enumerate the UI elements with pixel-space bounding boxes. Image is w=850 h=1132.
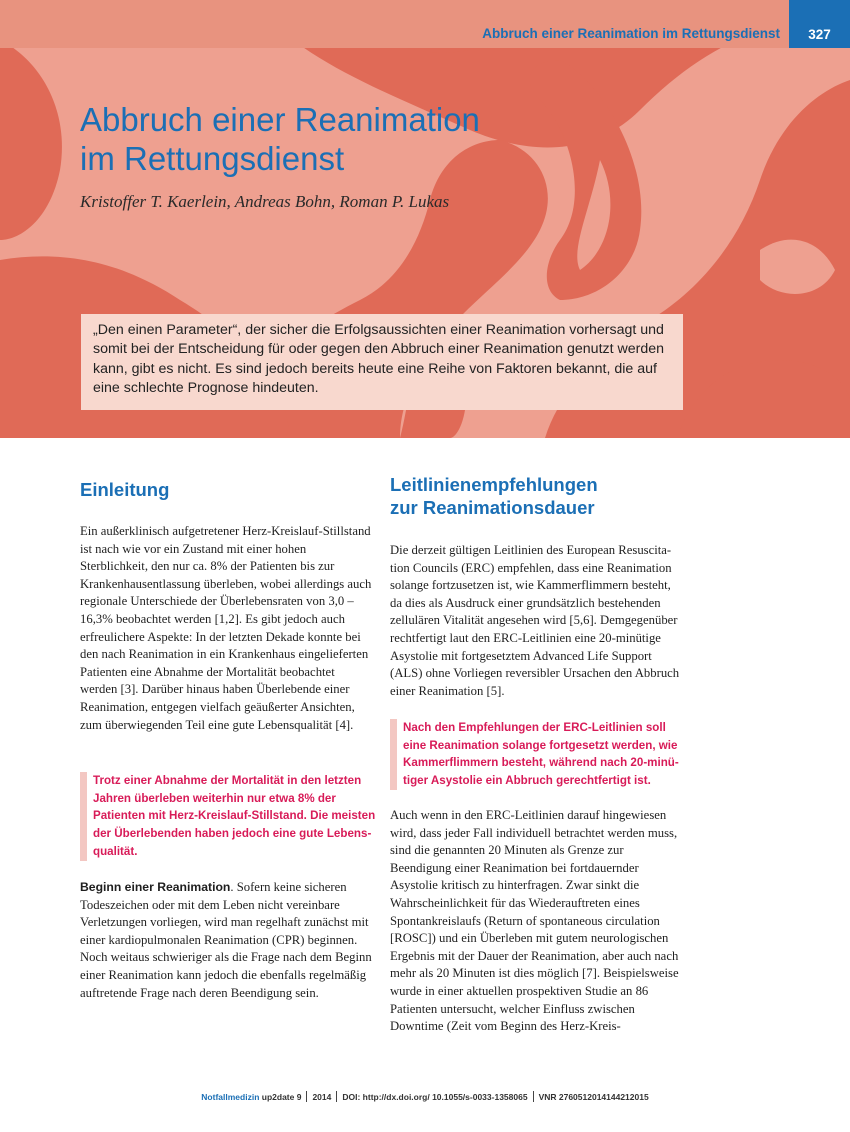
left-paragraph-2-container: [80, 879, 372, 1002]
callout-text: Nach den Empfehlungen der ERC-Leitlinien soll eine Reanimation solange fortgesetzt werden, wie Kammerflimmern besteht, während nach 20-minütiger Asystolie ein Abbruch gerechtfertigt ist.: [403, 721, 679, 788]
section-heading-einleitung: Einleitung: [80, 479, 170, 500]
footer-doi: DOI: http://dx.doi.org/ 10.1055/s-0033-1358065: [342, 1092, 528, 1102]
heading-line-1: Leitlinienempfehlungen: [390, 474, 598, 495]
abstract-box: [81, 314, 683, 410]
article-title: [80, 100, 680, 178]
run-in-heading: Beginn einer Reanimation: [80, 880, 231, 894]
hero-banner: [0, 0, 850, 438]
body-paragraph: Auch wenn in den ERC-Leitlinien darauf hingewiesen wird, dass jeder Fall individuell betrachtet werden muss, sind die genannten 20 Minuten als Grenze zur Beendigung einer Reanimation bei fortdauernder Asystolie kritisch zu hinterfragen. Zwar sinkt die Wahrscheinlichkeit für das Wiederauftreten eines Spontankreislaufs (Return of spontaneous circulation [ROSC]) und ein Überleben mit gutem neurologischen Ergebnis mit der Dauer der Reanimation, aber auch nach mehr als 20 Minuten ist dies möglich [7]. Beispielsweise wurde in einer aktuellen prospektiven Studie an 86 Patienten untersucht, welcher Einfluss zwischen Downtime (Zeit vom Beginn des Herz-Kreis-: [390, 808, 679, 1034]
footer-issue: up2date 9: [261, 1092, 302, 1102]
footer-separator: [533, 1091, 534, 1102]
abstract-text: „Den einen Parameter“, der sicher die Erfolgsaussichten einer Reanimation vorhersagt und somit bei der Entscheidung für oder gegen den Abbruch einer Reanimation genutzt werden kann, gibt es nicht. Es sind jedoch bereits heute eine Reihe von Faktoren bekannt, die auf eine schlechte Prognose hindeuten.: [93, 322, 665, 397]
footer-journal: Notfallmedizin: [201, 1092, 260, 1102]
right-paragraph-1-container: [390, 542, 682, 700]
right-column: [390, 473, 682, 519]
title-line-2: im Rettungsdienst: [80, 140, 345, 177]
left-column: [80, 478, 372, 501]
heading-line-2: zur Reanimationsdauer: [390, 497, 595, 518]
title-line-1: Abbruch einer Reanimation: [80, 101, 480, 138]
callout-text: Trotz einer Abnahme der Mortalität in den letzten Jahren überleben weiterhin nur etwa 8% der Patienten mit Herz-Kreislauf-Stillstand. Die meisten der Überlebenden haben jedoch eine gute Lebensqualität.: [93, 774, 376, 858]
body-text-span: . Sofern keine sicheren Todeszeichen oder mit dem Leben nicht vereinbare Verletzungen vorliegen, wird man regelhaft zunächst mit einer kardiopulmonalen Reanimation (CPR) beginnen. Noch weitaus schwieriger als die Frage nach dem Beginn einer Reanimation kann jedoch die ebenfalls regelmäßig auftretende Frage nach deren Beendigung sein.: [80, 880, 372, 1000]
right-paragraph-2-container: [390, 807, 682, 1036]
footer-separator: [306, 1091, 307, 1102]
section-heading-leitlinien: [390, 473, 682, 519]
footer-separator: [336, 1091, 337, 1102]
author-list: Kristoffer T. Kaerlein, Andreas Bohn, Roman P. Lukas: [80, 192, 450, 211]
callout-box-right: [390, 719, 686, 790]
body-paragraph: [80, 879, 372, 1002]
footer-year: 2014: [312, 1092, 332, 1102]
left-paragraph-1-container: [80, 523, 372, 734]
header-bar: [0, 0, 850, 48]
running-title: Abbruch einer Reanimation im Rettungsdienst: [482, 26, 780, 41]
footer-vnr: VNR 2760512014144212015: [538, 1092, 649, 1102]
body-paragraph: Die derzeit gültigen Leitlinien des European Resuscitation Councils (ERC) empfehlen, dass eine Reanimation solange fortzusetzen ist, wie Kammerflimmern besteht, da dies als Ausdruck einer grundsätzlich bestehenden zellulären Vitalität angesehen wird [5,6]. Demgegenüber rechtfertigt laut den ERC-Leitlinien eine 20-minütige Asystolie mit fortgesetztem Advanced Life Support (ALS) ohne Vorliegen reversibler Ursachen den Abbruch einer Reanimation [5].: [390, 543, 680, 698]
page-footer: [0, 1091, 850, 1102]
callout-box-left: [80, 772, 376, 861]
page-number: 327: [789, 0, 850, 48]
body-paragraph: Ein außerklinisch aufgetretener Herz-Kreislauf-Stillstand ist nach wie vor ein Zustand mit einer hohen Sterblichkeit, den nur ca. 8% der Patienten bis zur Krankenhausentlassung überleben, wobei allerdings auch regionale Unterschiede der Überlebensraten von 3,0 – 16,3% beobachtet werden [1,2]. Es gibt jedoch auch erfreulichere Aspekte: In der letzten Dekade konnte bei den nach Reanimation in ein Krankenhaus eingelieferten Patienten eine Abnahme der Mortalität beobachtet werden [3]. Darüber hinaus haben Überlebende einer Reanimation, entgegen vielfach geäußerter Ansichten, zum überwiegenden Teil eine gute Lebensqualität [4].: [80, 524, 372, 732]
